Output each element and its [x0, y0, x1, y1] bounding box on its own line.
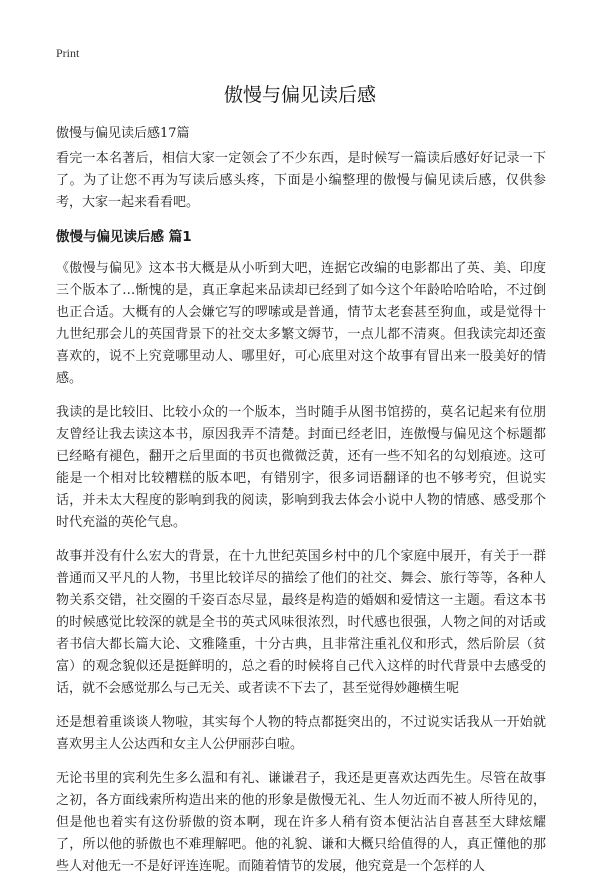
print-link[interactable]: Print [56, 46, 80, 60]
body-paragraph: 《傲慢与偏见》这本书大概是从小听到大吧，连据它改编的电影都出了英、美、印度三个版本了…惭愧的是，真正拿起来品读却已经到了如今这个年龄哈哈哈哈，不过倒也正合适。大概有的人会嫌它写的啰嗦或是普通，情节太老套甚至狗血，或是觉得十九世纪那会儿的英国背景下的社交太多繁文缛节，一点儿都不清爽。但我读完却还蛮喜欢的，说不上究竟哪里动人、哪里好，可心底里对这个故事有冒出来一股美好的情感。 [56, 261, 546, 386]
body-paragraph: 还是想着重谈谈人物啦，其实每个人物的特点都挺突出的，不过说实话我从一开始就喜欢男主人公达西和女主人公伊丽莎白啦。 [56, 715, 546, 752]
intro-paragraph: 看完一本名著后，相信大家一定领会了不少东西，是时候写一篇读后感好好记录一下了。为了让您不再为写读后感头疼，下面是小编整理的傲慢与偏见读后感，仅供参考，大家一起来看看吧。 [56, 151, 546, 210]
document-body [56, 148, 546, 890]
body-paragraph: 我读的是比较旧、比较小众的一个版本，当时随手从图书馆捞的，莫名记起来有位朋友曾经让我去读这本书，原因我弄不清楚。封面已经老旧，连傲慢与偏见这个标题都已经略有褪色，翻开之后里面的书页也微微泛黄，还有一些不知名的勾划痕迹。这可能是一个相对比较糟糕的版本吧，有错别字，很多词语翻译的也不够考究，但说实话，并未太大程度的影响到我的阅读，影响到我去体会小说中人物的情感、感受那个时代充溢的英伦气息。 [56, 405, 546, 530]
document-title: 傲慢与偏见读后感 [223, 84, 376, 106]
section-heading: 傲慢与偏见读后感 篇1 [56, 229, 192, 245]
body-paragraph: 故事并没有什么宏大的背景，在十九世纪英国乡村中的几个家庭中展开，有关于一群普通而又平凡的人物，书里比较详尽的描绘了他们的社交、舞会、旅行等等，各种人物关系交错，社交圈的千姿百态尽显，最终是构造的婚姻和爱情这一主题。看这本书的时候感觉比较深的就是全书的英式风味很浓烈，时代感也很强，人物之间的对话或者书信大都长篇大论、文雅隆重，十分古典，且非常注重礼仪和形式，然后阶层（贫富）的观念貌似还是挺鲜明的，总之看的时候将自己代入这样的时代背景中去感受的 话，就不会感觉那么与己无关、或者读不下去了，甚至觉得妙趣横生呢 [56, 549, 546, 696]
document-subtitle: 傲慢与偏见读后感17篇 [56, 126, 190, 141]
body-paragraph: 无论书里的宾利先生多么温和有礼、谦谦君子，我还是更喜欢达西先生。尽管在故事之初，各方面线索所构造出来的他的形象是傲慢无礼、生人勿近而不被人所待见的，但是他也着实有这份骄傲的资本啊，现在许多人稍有资本便沾沾自喜甚至大肆炫耀了，所以他的骄傲也不难理解吧。他的礼貌、谦和大概只给值得的人，真正懂他的那些人对他无一不是好评连连呢。而随着情节的发展，他究竟是一个怎样的人 [56, 771, 546, 874]
